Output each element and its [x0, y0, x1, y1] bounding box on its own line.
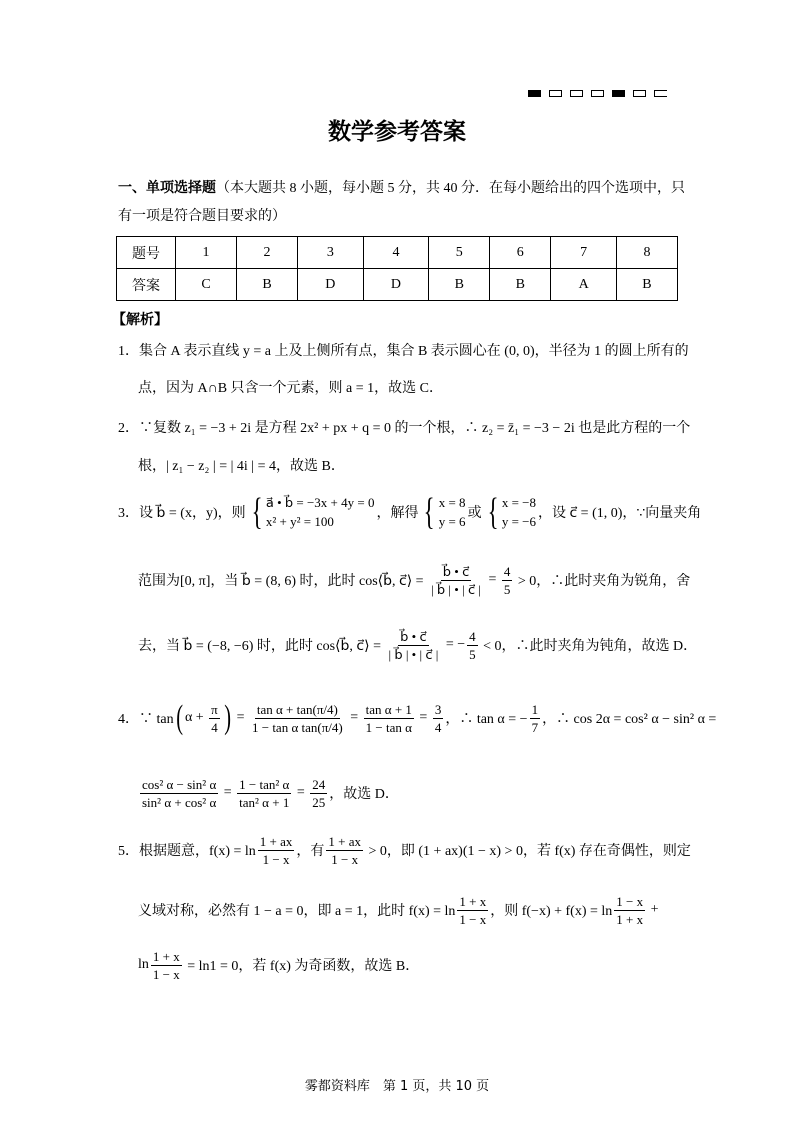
fraction-numerator: b⃗ • c⃗ [442, 563, 470, 579]
q5-line-1 [118, 833, 691, 867]
text-segment: ln [138, 957, 149, 972]
fraction-numerator: 1 − x [616, 893, 644, 909]
fraction-denominator: 5 [503, 581, 511, 597]
fraction-denominator: 25 [312, 794, 326, 810]
fraction-denominator: 1 − x [459, 911, 487, 927]
system-equation: y = 6 [438, 514, 466, 529]
page-footer: 雾都资料库 第 1 页，共 10 页 [304, 1079, 490, 1094]
fraction-denominator: | b⃗ | • | c⃗ | [431, 581, 481, 597]
q3-line-2 [138, 563, 691, 597]
fraction [457, 893, 488, 928]
fraction-numerator: cos² α − sin² α [142, 776, 217, 792]
text-segment: ，则 f(−x) + f(x) = ln [490, 904, 613, 919]
fraction-denominator: 1 − tan α [365, 719, 412, 735]
fraction-numerator: 1 + x [459, 893, 487, 909]
answer-cell: D [298, 269, 364, 301]
fraction-numerator: 1 + ax [328, 833, 361, 849]
q2-line-1 [118, 417, 690, 437]
table-row [117, 269, 678, 301]
mark-empty [570, 90, 583, 97]
fraction-numerator: 1 [531, 701, 539, 717]
fraction [386, 628, 440, 663]
text-segment: ，∴ cos 2α = cos² α − sin² α = [542, 712, 717, 727]
mark-empty [591, 90, 604, 97]
fraction [237, 776, 291, 811]
question-number-cell: 2 [237, 237, 298, 269]
fraction-numerator: 24 [312, 776, 326, 792]
system-rows [439, 493, 466, 531]
big-parenthesis: ) [224, 699, 231, 736]
section-heading-line [118, 177, 685, 197]
system-rows [502, 493, 536, 531]
answer-cell: C [176, 269, 237, 301]
text-segment: + [647, 902, 659, 917]
section-desc: （本大题共 8 小题，每小题 5 分，共 40 分．在每小题给出的四个选项中，只 [216, 181, 685, 196]
fraction-numerator: 1 + ax [259, 833, 293, 849]
text-segment: = [415, 710, 431, 725]
question-number-cell: 7 [551, 237, 617, 269]
fraction-denominator: | b⃗ | • | c⃗ | [388, 646, 439, 662]
fraction-denominator: 7 [531, 719, 539, 735]
header-marks [528, 90, 667, 97]
mark-filled [612, 90, 625, 97]
q3-line-1 [118, 491, 702, 533]
text-segment: ，故选 D． [329, 787, 399, 802]
text-segment: ，解得 [376, 506, 419, 521]
fraction-denominator: 1 − x [152, 966, 180, 982]
fraction-denominator: 1 − tan α tan(π/4) [251, 719, 343, 735]
fraction-denominator: 1 − x [331, 851, 359, 867]
text-segment: < 0，∴此时夹角为钝角，故选 D． [479, 639, 698, 654]
equation-system [248, 493, 375, 531]
system-equation: x² + y² = 100 [265, 514, 334, 529]
text-segment: 义域对称，必然有 1 − a = 0，即 a = 1，此时 f(x) = ln [138, 904, 456, 919]
question-number-cell: 8 [616, 237, 677, 269]
text-segment: 4．∵ tan [118, 712, 174, 727]
fraction-denominator: 1 − x [262, 851, 290, 867]
fraction [250, 701, 345, 736]
q3-line-3 [138, 628, 698, 662]
fraction [502, 563, 513, 598]
brace: { [424, 491, 436, 533]
text-segment: 2．∵复数 z₁ = −3 + 2i 是方程 2x² + px + q = 0 的一个根，∴ z₂ = z̄₁ = −3 − 2i 也是此方程的一个 [118, 421, 691, 436]
fraction-denominator: 1 + x [616, 911, 644, 927]
table-row [117, 237, 678, 269]
analysis-label: 【解析】 [112, 312, 168, 328]
table-cell: 答案 [117, 269, 176, 301]
fraction [258, 833, 295, 868]
text-segment: 去，当 b⃗ = (−8, −6) 时，此时 cos⟨b⃗, c⃗⟩ = [138, 639, 385, 654]
system-equation: x = −8 [501, 495, 536, 510]
answer-cell: B [616, 269, 677, 301]
fraction-numerator: 3 [434, 701, 442, 717]
text-segment: > 0，∴此时夹角为锐角，舍 [514, 574, 691, 589]
text-segment: = [293, 785, 309, 800]
text-segment: = [233, 710, 248, 725]
fraction-numerator: b⃗ • c⃗ [400, 628, 427, 644]
text-segment: = [346, 710, 362, 725]
fraction [530, 701, 541, 736]
text-segment: ，有 [296, 844, 325, 859]
q5-line-3 [138, 948, 420, 982]
text-segment: = [484, 572, 500, 587]
system-rows [266, 493, 375, 531]
system-equation: y = −6 [501, 514, 536, 529]
fraction [429, 563, 483, 598]
fraction [433, 701, 444, 736]
text-segment: 点，因为 A∩B 只含一个元素，则 a = 1，故选 C． [138, 381, 444, 396]
equation-system [420, 493, 465, 531]
section-heading: 一、单项选择题 [118, 180, 216, 196]
q1-line-2 [138, 377, 443, 397]
text-segment: α + [184, 710, 208, 725]
fraction [151, 948, 182, 983]
question-number-cell: 3 [298, 237, 364, 269]
system-equation: x = 8 [438, 495, 466, 510]
fraction [326, 833, 363, 868]
section-desc-cont: 有一项是符合题目要求的） [118, 209, 286, 224]
fraction [140, 776, 218, 811]
text-segment: 3．设 b⃗ = (x，y)，则 [118, 506, 246, 521]
text-segment: > 0，即 (1 + ax)(1 − x) > 0，若 f(x) 存在奇偶性，则定 [365, 844, 691, 859]
q2-line-2 [138, 455, 345, 475]
answer-cell: B [490, 269, 551, 301]
mark-filled [528, 90, 541, 97]
big-parenthesis: ( [175, 699, 183, 736]
fraction-denominator: sin² α + cos² α [142, 794, 217, 810]
question-number-cell: 1 [176, 237, 237, 269]
answer-cell: D [363, 269, 429, 301]
answer-cell: B [429, 269, 490, 301]
text-segment: = − [442, 637, 466, 652]
fraction-numerator: 4 [469, 628, 476, 644]
brace: { [251, 491, 263, 533]
text-segment: ，设 c⃗ = (1, 0)，∵向量夹角 [537, 506, 702, 521]
text-segment: 1．集合 A 表示直线 y = a 上及上侧所有点，集合 B 表示圆心在 (0, 0)，半径为 1 的圆上所有的 [118, 344, 689, 359]
mark-empty [549, 90, 562, 97]
text-segment: 或 [467, 506, 482, 521]
fraction-numerator: 1 + x [152, 948, 180, 964]
mark-empty [654, 90, 667, 97]
text-segment: ，∴ tan α = − [445, 712, 528, 727]
fraction-denominator: 4 [211, 719, 218, 735]
fraction-numerator: tan α + 1 [365, 701, 412, 717]
text-segment: = [220, 785, 236, 800]
q5-line-2 [138, 893, 659, 927]
text-segment: 5．根据题意，f(x) = ln [118, 844, 256, 859]
fraction-denominator: 4 [434, 719, 442, 735]
table-cell: 题号 [117, 237, 176, 269]
fraction-numerator: 4 [503, 563, 511, 579]
page-title: 数学参考答案 [328, 118, 466, 145]
question-number-cell: 4 [363, 237, 429, 269]
text-segment: = ln1 = 0，若 f(x) 为奇函数，故选 B． [183, 959, 420, 974]
answer-cell: B [237, 269, 298, 301]
fraction-denominator: tan² α + 1 [239, 794, 290, 810]
fraction [310, 776, 327, 811]
answer-cell: A [551, 269, 617, 301]
text-segment: 范围为[0, π]，当 b⃗ = (8, 6) 时，此时 cos⟨b⃗, c⃗⟩ = [138, 574, 428, 589]
text-segment: 根，| z₁ − z₂ | = | 4i | = 4，故选 B． [138, 459, 345, 474]
fraction-numerator: 1 − tan² α [239, 776, 290, 792]
question-number-cell: 6 [490, 237, 551, 269]
q4-line-2 [138, 776, 399, 810]
fraction [364, 701, 414, 736]
fraction-denominator: 5 [469, 646, 476, 662]
question-number-cell: 5 [429, 237, 490, 269]
q4-line-1 [118, 699, 717, 736]
brace: { [487, 491, 499, 533]
fraction [209, 701, 220, 736]
equation-system [484, 493, 536, 531]
answer-table [116, 236, 678, 301]
q1-line-1 [118, 340, 689, 360]
mark-empty [633, 90, 646, 97]
fraction [467, 628, 478, 663]
fraction-numerator: tan α + tan(π/4) [256, 701, 338, 717]
fraction-numerator: π [211, 701, 218, 717]
system-equation: a⃗ • b⃗ = −3x + 4y = 0 [265, 495, 375, 510]
fraction [614, 893, 645, 928]
